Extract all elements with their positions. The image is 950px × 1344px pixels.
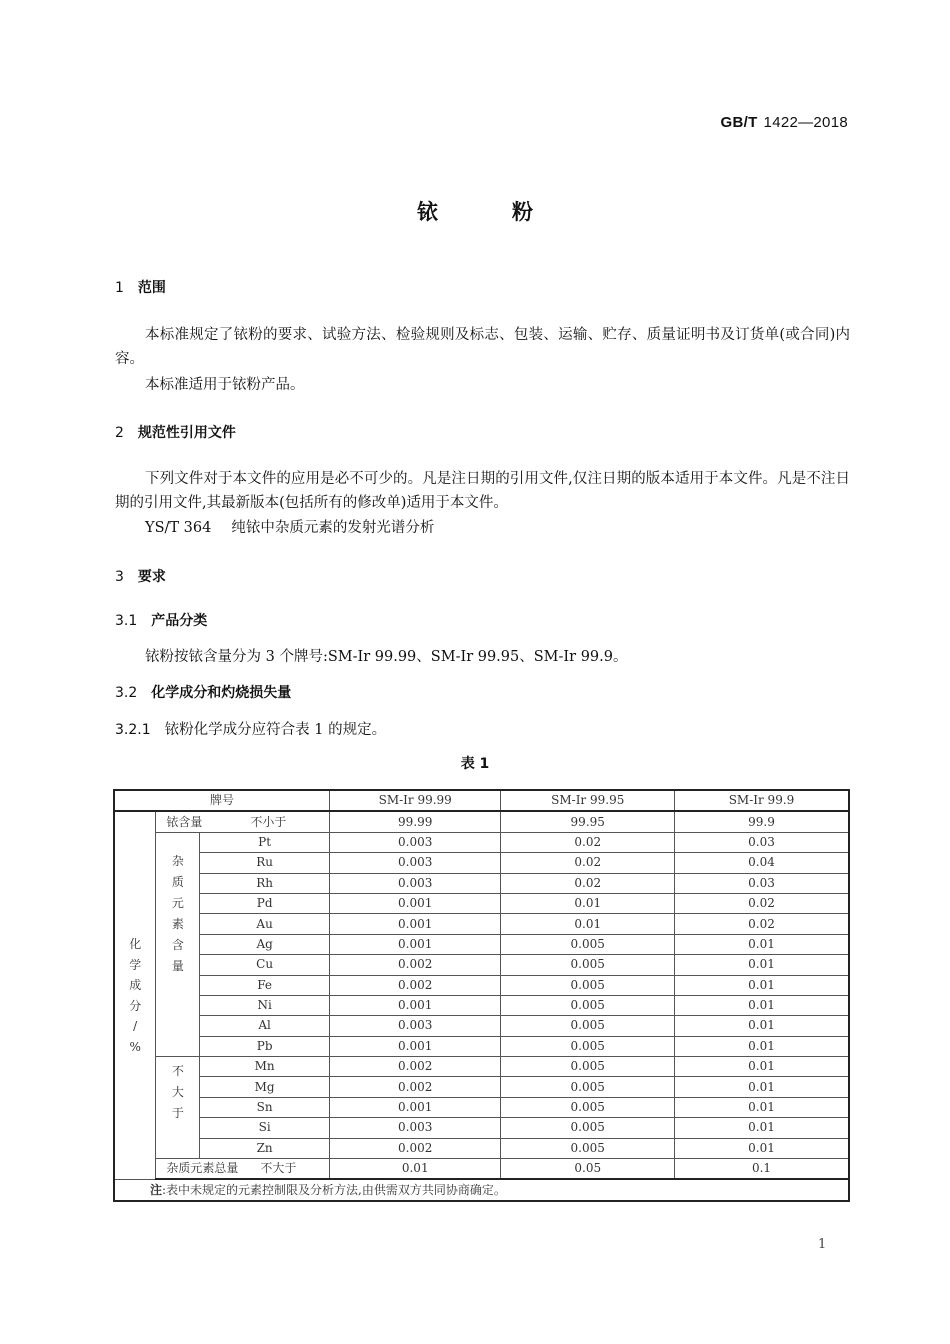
table-row: Zn 0.002 0.005 0.01 — [114, 1138, 849, 1158]
table-row: Al 0.003 0.005 0.01 — [114, 1016, 849, 1036]
table-row: Fe 0.002 0.005 0.01 — [114, 975, 849, 995]
standard-prefix: GB/T — [720, 114, 758, 131]
header-grade-2: SM-Ir 99.95 — [501, 790, 675, 811]
table-row: Ni 0.001 0.005 0.01 — [114, 995, 849, 1015]
table-caption: 表 1 — [460, 756, 490, 772]
table-row-total-impurities: 杂质元素总量 不大于 0.01 0.05 0.1 — [114, 1159, 849, 1180]
header-grade-label: 牌号 — [114, 790, 329, 811]
table-row: 不 大 于 Mn 0.002 0.005 0.01 — [114, 1057, 849, 1077]
chemical-composition-table — [113, 789, 850, 1202]
table-row: Ru 0.003 0.02 0.04 — [114, 853, 849, 873]
table-row: 杂 质 元 素 含 量 Pt 0.003 0.02 0.03 — [114, 832, 849, 852]
section-3-2-heading: 3.2 化学成分和灼烧损失量 — [115, 685, 292, 701]
table-row: Ag 0.001 0.005 0.01 — [114, 934, 849, 954]
table-row: Mg 0.002 0.005 0.01 — [114, 1077, 849, 1097]
title-char-1: 铱 — [417, 200, 438, 224]
standard-code: 1422—2018 — [763, 114, 848, 131]
section-1-heading: 1 范围 — [115, 280, 166, 296]
section-3-1-heading: 3.1 产品分类 — [115, 613, 208, 629]
standard-number — [721, 114, 848, 131]
section-3-heading: 3 要求 — [115, 569, 166, 585]
section-3-1-paragraph: 铱粉按铱含量分为 3 个牌号:SM-Ir 99.99、SM-Ir 99.95、SM-Ir 99.9。 — [145, 649, 628, 665]
table-row: Pb 0.001 0.005 0.01 — [114, 1036, 849, 1056]
table-note: 注:表中未规定的元素控制限及分析方法,由供需双方共同协商确定。 — [114, 1179, 849, 1200]
chemical-composition-label: 化 学 成 分 / % — [114, 811, 156, 1179]
table-header-row — [114, 790, 849, 811]
total-impurities-label: 杂质元素总量 不大于 — [156, 1159, 330, 1180]
section-1-paragraph-2: 本标准适用于铱粉产品。 — [145, 377, 305, 393]
not-greater-than-label: 不 大 于 — [156, 1057, 200, 1159]
section-1-paragraph-1: 本标准规定了铱粉的要求、试验方法、检验规则及标志、包装、运输、贮存、质量证明书及订货单(或合同)内容。 — [115, 327, 850, 367]
table-row: Si 0.003 0.005 0.01 — [114, 1118, 849, 1138]
header-grade-3: SM-Ir 99.9 — [674, 790, 849, 811]
reference-title: 纯铱中杂质元素的发射光谱分析 — [231, 520, 435, 536]
section-3-2-1-paragraph: 3.2.1 铱粉化学成分应符合表 1 的规定。 — [115, 722, 387, 738]
document-title — [0, 196, 950, 226]
impurity-content-label: 杂 质 元 素 含 量 — [156, 832, 200, 1056]
table-row-ir-content: 化 学 成 分 / % 铱含量 不小于 99.99 99.95 99.9 — [114, 811, 849, 832]
table-row: Sn 0.001 0.005 0.01 — [114, 1097, 849, 1117]
title-char-2: 粉 — [512, 200, 533, 224]
table-row: Pd 0.001 0.01 0.02 — [114, 893, 849, 913]
table-row: Cu 0.002 0.005 0.01 — [114, 955, 849, 975]
table-note-row — [114, 1179, 849, 1200]
ir-content-label: 铱含量 不小于 — [156, 811, 330, 832]
table-row: Au 0.001 0.01 0.02 — [114, 914, 849, 934]
table-row: Rh 0.003 0.02 0.03 — [114, 873, 849, 893]
header-grade-1: SM-Ir 99.99 — [329, 790, 501, 811]
section-2-heading: 2 规范性引用文件 — [115, 425, 236, 441]
section-2-paragraph-1: 下列文件对于本文件的应用是必不可少的。凡是注日期的引用文件,仅注日期的版本适用于本文件。凡是不注日期的引用文件,其最新版本(包括所有的修改单)适用于本文件。 — [115, 471, 850, 511]
reference-code: YS/T 364 — [145, 520, 212, 536]
normative-reference — [145, 516, 434, 537]
page-number: 1 — [818, 1237, 827, 1252]
